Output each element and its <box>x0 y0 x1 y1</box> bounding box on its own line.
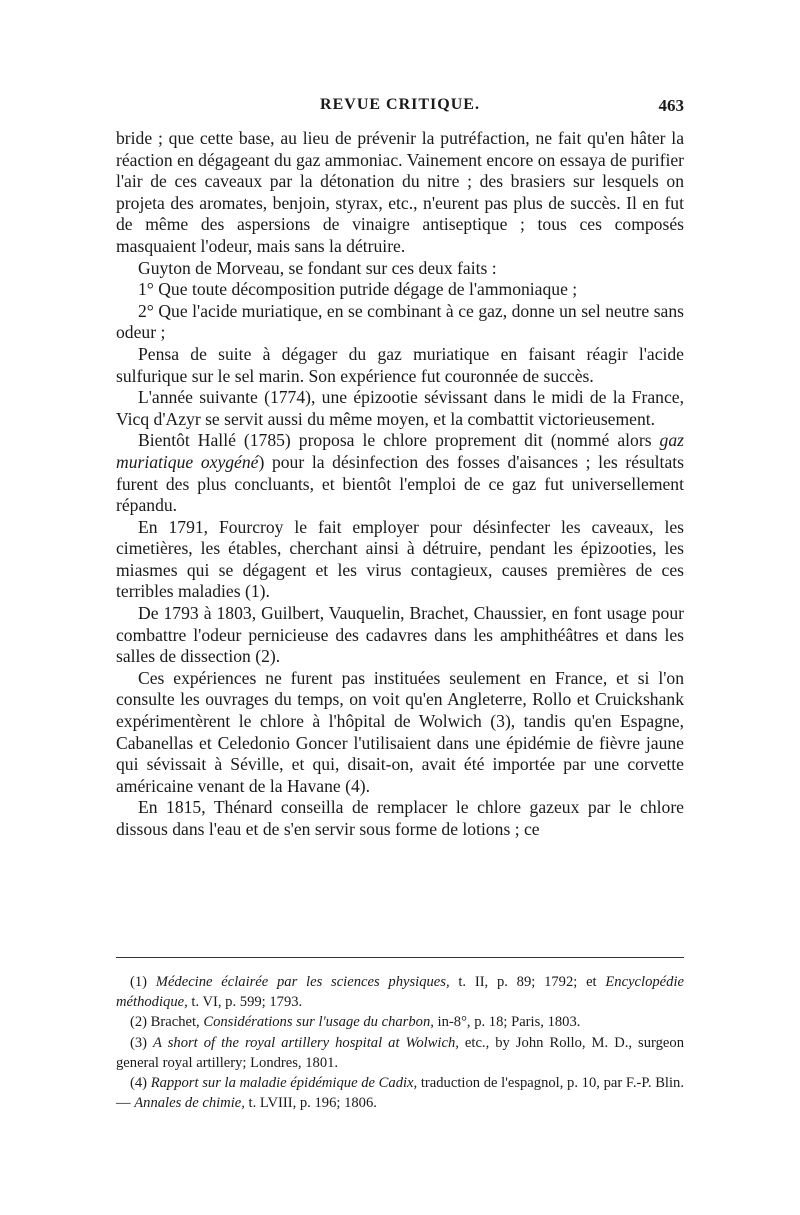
footnote-4-end: t. LVIII, p. 196; 1806. <box>244 1095 377 1112</box>
paragraph-9: De 1793 à 1803, Guilbert, Vauquelin, Brachet, Chaussier, en font usage pour combattre l'odeur pernicieuse des cadavres dans les amphithéâtres et dans les salles de dissection (2). <box>116 603 684 667</box>
paragraph-2: Guyton de Morveau, se fondant sur ces deux faits : <box>138 257 497 278</box>
paragraph-10: Ces expériences ne furent pas instituées seulement en France, et si l'on consulte les ouvrages du temps, on voit qu'en Angleterre, Rollo et Cruickshank expérimentèrent le chlore à l'hôpital de Wolwich (3), tandis qu'en Espagne, Cabanellas et Celedonio Goncer l'utilisaient dans une épidémie de fièvre jaune qui sévissait à Séville, et qui, disait-on, avait été importée par une corvette américaine venant de la Havane (4). <box>116 667 684 796</box>
paragraph-1: bride ; que cette base, au lieu de prévenir la putréfaction, ne fait qu'en hâter la réaction en dégageant du gaz ammoniac. Vainement encore on essaya de purifier l'air de ces caveaux par la détonation du nitre ; des brasiers sur lesquels on projeta des aromates, benjoin, styrax, etc., n'eurent pas plus de succès. Il en fut de même des aspersions de vinaigre antiseptique ; tous ces composés masquaient l'odeur, mais sans la détruire. <box>116 128 684 256</box>
footnote-1-marker: (1) <box>130 974 156 990</box>
footnote-3-title: A short of the royal artillery hospital at Wolwich, <box>153 1034 459 1051</box>
footnote-1-title: Médecine éclairée par les sciences physiques, <box>155 974 450 990</box>
footnote-4 <box>116 1073 684 1113</box>
footnote-1-middle: t. II, p. 89; 1792; et <box>449 974 606 990</box>
running-title: REVUE CRITIQUE. <box>320 96 480 113</box>
main-text <box>116 128 684 841</box>
paragraph-7-start: Bientôt Hallé (1785) proposa le chlore proprement dit (nommé alors <box>138 430 660 451</box>
footnote-3 <box>116 1033 684 1073</box>
footnote-4-title-2: Annales de chimie, <box>134 1095 245 1112</box>
paragraph-7-italic: gaz muriatique oxygéné <box>116 430 684 472</box>
footnotes <box>116 972 684 1113</box>
footnote-1-end: t. VI, p. 599; 1793. <box>187 994 303 1011</box>
paragraph-8: En 1791, Fourcroy le fait employer pour désinfecter les caveaux, les cimetières, les étables, cherchant ainsi à détruire, pendant les épizooties, les miasmes qui se dégagent et les virus contagieux, causes premières de ces terribles maladies (1). <box>116 516 684 602</box>
paragraph-5: Pensa de suite à dégager du gaz muriatique en faisant réagir l'acide sulfurique sur le sel marin. Son expérience fut couronnée de succès. <box>116 343 684 386</box>
footnote-separator <box>116 957 684 958</box>
footnote-1-title-2: Encyclopédie méthodique, <box>116 974 684 1011</box>
footnote-2 <box>116 1012 684 1032</box>
footnote-4-marker: (4) <box>130 1075 151 1092</box>
footnote-2-marker: (2) Brachet, <box>130 1014 204 1031</box>
page-number: 463 <box>658 96 684 115</box>
paragraph-7-end: ) pour la désinfection des fosses d'aisances ; les résultats furent des plus concluants, et bientôt l'emploi de ce gaz fut universellement répandu. <box>116 451 684 516</box>
footnote-4-title: Rapport sur la maladie épidémique de Cadix, <box>150 1075 418 1092</box>
paragraph-3: 1° Que toute décomposition putride dégage de l'ammoniaque ; <box>138 279 578 300</box>
paragraph-4: 2° Que l'acide muriatique, en se combinant à ce gaz, donne un sel neutre sans odeur ; <box>116 300 684 343</box>
paragraph-11: En 1815, Thénard conseilla de remplacer le chlore gazeux par le chlore dissous dans l'eau et de s'en servir sous forme de lotions ; ce <box>116 797 684 839</box>
footnote-2-end: in-8°, p. 18; Paris, 1803. <box>433 1014 581 1031</box>
paragraph-6: L'année suivante (1774), une épizootie sévissant dans le midi de la France, Vicq d'Azyr se servit aussi du même moyen, et la combattit victorieusement. <box>116 387 684 429</box>
footnote-1 <box>116 972 684 1012</box>
paragraph-7 <box>116 430 684 516</box>
footnote-4-middle: traduction de l'espagnol, p. 10, par F.-P. Blin. — <box>116 1075 684 1112</box>
footnote-3-end: etc., by John Rollo, M. D., surgeon general royal artillery; Londres, 1801. <box>116 1034 684 1071</box>
footnote-2-title: Considérations sur l'usage du charbon, <box>203 1014 434 1031</box>
page-header <box>116 96 684 122</box>
footnote-3-marker: (3) <box>130 1034 154 1051</box>
